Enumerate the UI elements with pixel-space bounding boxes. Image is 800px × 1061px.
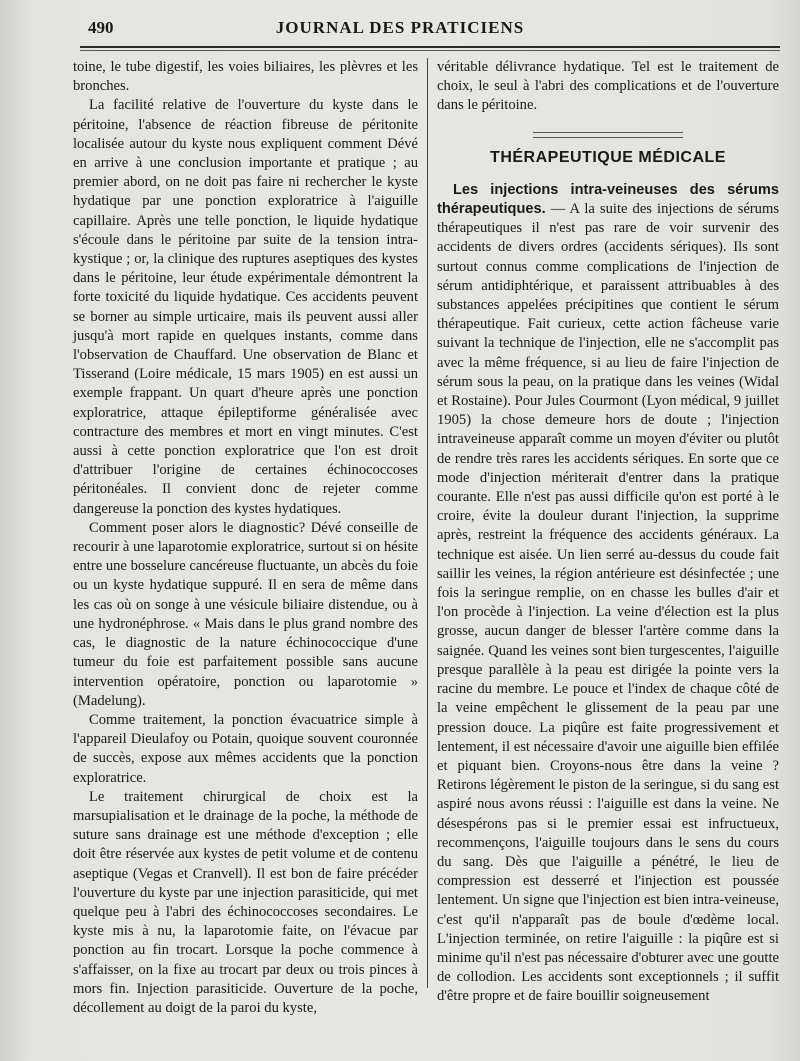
left-paragraph-4: Comme traitement, la ponction évacuatrice simple à l'appareil Dieulafoy ou Potain, quoique souvent couronnée de succès, expose aux mêmes accidents que la ponction exploratrice. [73, 711, 418, 786]
right-paragraph-2 [437, 181, 779, 1007]
section-ornament-rule [533, 132, 683, 138]
article-title: Les injections intra-veineuses des sérums thérapeutiques. [437, 181, 779, 218]
left-paragraph-5: Le traitement chirurgical de choix est la marsupialisation et le drainage de la poche, la méthode de suture sans drainage est une méthode d'exception ; elle doit être réservée aux kystes de petit volume et de contenu aseptique (Vegas et Cranvell). Il est bon de faire précéder l'ouverture du kyste par une injection parasiticide, qui met quelque peu à l'abri des échinococcoses secondaires. Le kyste mis à nu, la laparotomie faite, on l'évacue par ponction au fin trocart. Lorsque la poche commence à s'affaisser, on la fixe au trocart par deux ou trois pinces à mors fin. Injection parasiticide. Ouverture de la poche, décollement au doigt de la paroi du kyste, [73, 788, 418, 1016]
page-header [0, 18, 800, 42]
left-column [73, 58, 418, 1048]
right-column [437, 58, 779, 1048]
section-title: THÉRAPEUTIQUE MÉDICALE [490, 148, 726, 166]
column-divider [427, 58, 428, 988]
left-paragraph-3: Comment poser alors le diagnostic? Dévé conseille de recourir à une laparotomie exploratrice, surtout si on hésite entre une bosselure cancéreuse fluctuante, un abcès du foie ou un kyste hydatique suppuré. Il en sera de même dans les cas où on songe à une vésicule biliaire distendue, ou à une hydronéphrose. « Mais dans le plus grand nombre des cas, le diagnostic de la nature échinococcique d'une tumeur du foie est parfaitement possible sans aucune intervention opératoire, ponction ou laparotomie » (Madelung). [73, 519, 418, 709]
left-paragraph-1: toine, le tube digestif, les voies biliaires, les plèvres et les bronches. [73, 59, 418, 95]
header-rule-thin [80, 50, 780, 51]
header-rule [80, 46, 780, 48]
article-body: — A la suite des injections de sérums thérapeutiques il n'est pas rare de voir survenir des accidents de divers ordres (accidents sériques). Ils sont surtout connus comme complications de l'injection de sérum antidiphtérique, et paraissent attribuables à des substances appelées précipitines que contient le sérum thérapeutique. Fait curieux, cette action fâcheuse varie suivant la technique de l'injection, elle ne s'accomplit pas avec la même fréquence, si au lieu de faire l'injection de sérum sous la peau, on la pratique dans les veines (Widal et Rostaine). Pour Jules Courmont (Lyon médical, 9 juillet 1905) la chose demeure hors de doute ; l'injection intraveineuse apparaît comme un moyen d'éviter ou plutôt de rendre très rares les accidents sériques. En sorte que ce mode d'injection mériterait d'entrer dans la pratique courante. Elle n'est pas aussi difficile qu'on est porté à le croire, évite la douleur durant l'injection, la supprime après, restreint la fréquence des accidents généraux. La technique est aisée. Un lien serré au-dessus du coude fait saillir les veines, la région antérieure est désinfectée ; une fois la seringue remplie, on en chasse les bulles d'air et l'on procède à l'injection. La veine d'élection est la plus grosse, aucun danger de blesser l'artère comme dans la saignée. Quand les veines sont bien turgescentes, l'aiguille presque parallèle à la peau est dirigée la pointe vers la racine du membre. Le pouce et l'index de chaque côté de la veine empêchent le glissement de la peau par une pression douce. La piqûre est faite progressivement et lentement, il est nécessaire d'avoir une aiguille bien effilée et piquant bien. Croyons-nous être dans la veine ? Retirons légèrement le piston de la seringue, si du sang est aspiré nous avons réussi : l'aiguille est dans la veine. Ne désespérons pas si le premier essai est infructueux, recommençons, l'aiguille toujours dans le sens du cours du sang. Dès que l'aiguille a pénétré, le lieu de compression est desserré et l'injection est poussée lentement. Un signe que l'injection est bien intra-veineuse, c'est qu'il n'apparaît pas de boule d'œdème local. L'injection terminée, on retire l'aiguille : la piqûre est si minime qu'il n'est pas nécessaire d'obturer avec une goutte de collodion. Les accidents sont exceptionnels ; il suffit d'être propre et de faire bouillir soigneusement [437, 201, 779, 1005]
journal-title: JOURNAL DES PRATICIENS [275, 18, 525, 37]
page-number: 490 [88, 18, 114, 37]
left-paragraph-2: La facilité relative de l'ouverture du kyste dans le péritoine, l'absence de réaction fibreuse de péritonite localisée autour du kyste nous expliquent comment Dévé en arrive à une conclusion importante et pratique ; au premier abord, on ne doit pas faire ni rechercher le kyste hydatique par une ponction exploratrice à l'aiguille capillaire. Après une telle ponction, le liquide hydatique s'écoule dans le péritoine par suite de la tension intra-kystique ; or, la clinique des ruptures aseptiques des kystes dans le péritoine, leur étude expérimentale démontrent la forte toxicité du liquide hydatique. Ces accidents peuvent se borner au simple urticaire, mais ils peuvent aussi aller jusqu'à mort rapide en quelques instants, comme dans l'observation de Chauffard. Une observation de Blanc et Tisserand (Loire médicale, 15 mars 1905) en est aussi un exemple frappant. Un quart d'heure après une ponction exploratrice, attaque épileptiforme généralisée avec contracture des membres et mort en vingt minutes. C'est aussi à cette ponction exploratrice que l'on est droit d'attribuer l'origine de certaines échinococcoses péritonéales. Il convient donc de rejeter comme dangereuse la ponction des kystes hydatiques. [73, 97, 418, 517]
right-paragraph-1: véritable délivrance hydatique. Tel est le traitement de choix, le seul à l'abri des complications et de l'ouverture dans le péritoine. [437, 59, 779, 114]
